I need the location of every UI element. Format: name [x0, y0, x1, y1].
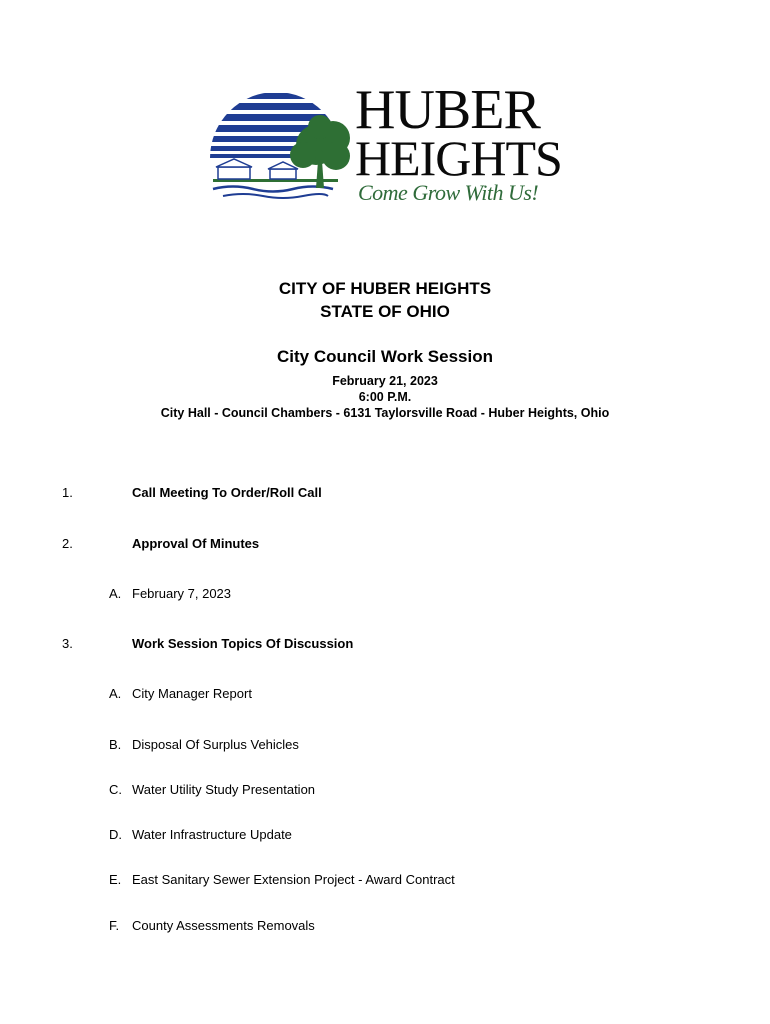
agenda-item-number: 1.: [62, 485, 73, 500]
agenda-item-title: Call Meeting To Order/Roll Call: [132, 485, 322, 500]
meeting-time: 6:00 P.M.: [358, 390, 412, 404]
subitem-letter: A.: [109, 686, 122, 701]
logo-slogan: Come Grow With Us!: [358, 180, 539, 205]
subitem-text: East Sanitary Sewer Extension Project - Award Contract: [132, 872, 455, 887]
subitem-letter: C.: [109, 782, 122, 797]
subitem-text: Water Utility Study Presentation: [132, 782, 316, 797]
subitem-letter: D.: [109, 827, 122, 842]
logo-heights-text: HEIGHTS: [355, 130, 562, 186]
state-title: STATE OF OHIO: [320, 302, 450, 321]
subitem-text: Disposal Of Surplus Vehicles: [132, 737, 299, 752]
meeting-title: City Council Work Session: [276, 347, 493, 366]
subitem-text: County Assessments Removals: [132, 918, 315, 933]
subitem-text: Water Infrastructure Update: [132, 827, 292, 842]
agenda-item-number: 3.: [62, 636, 73, 651]
agenda-item-number: 2.: [62, 536, 73, 551]
subitem-letter: E.: [109, 872, 122, 887]
agenda-item-title: Approval Of Minutes: [132, 536, 260, 551]
logo-huber-text: HUBER: [355, 79, 540, 141]
subitem-letter: A.: [109, 586, 122, 601]
meeting-date: February 21, 2023: [332, 374, 438, 388]
meeting-location: City Hall - Council Chambers - 6131 Taylorsville Road - Huber Heights, Ohio: [160, 406, 610, 420]
subitem-letter: B.: [109, 737, 122, 752]
subitem-text: City Manager Report: [132, 686, 252, 701]
subitem-text: February 7, 2023: [132, 586, 232, 601]
subitem-letter: F.: [109, 918, 120, 933]
agenda-item-title: Work Session Topics Of Discussion: [132, 636, 354, 651]
city-title: CITY OF HUBER HEIGHTS: [278, 279, 492, 298]
